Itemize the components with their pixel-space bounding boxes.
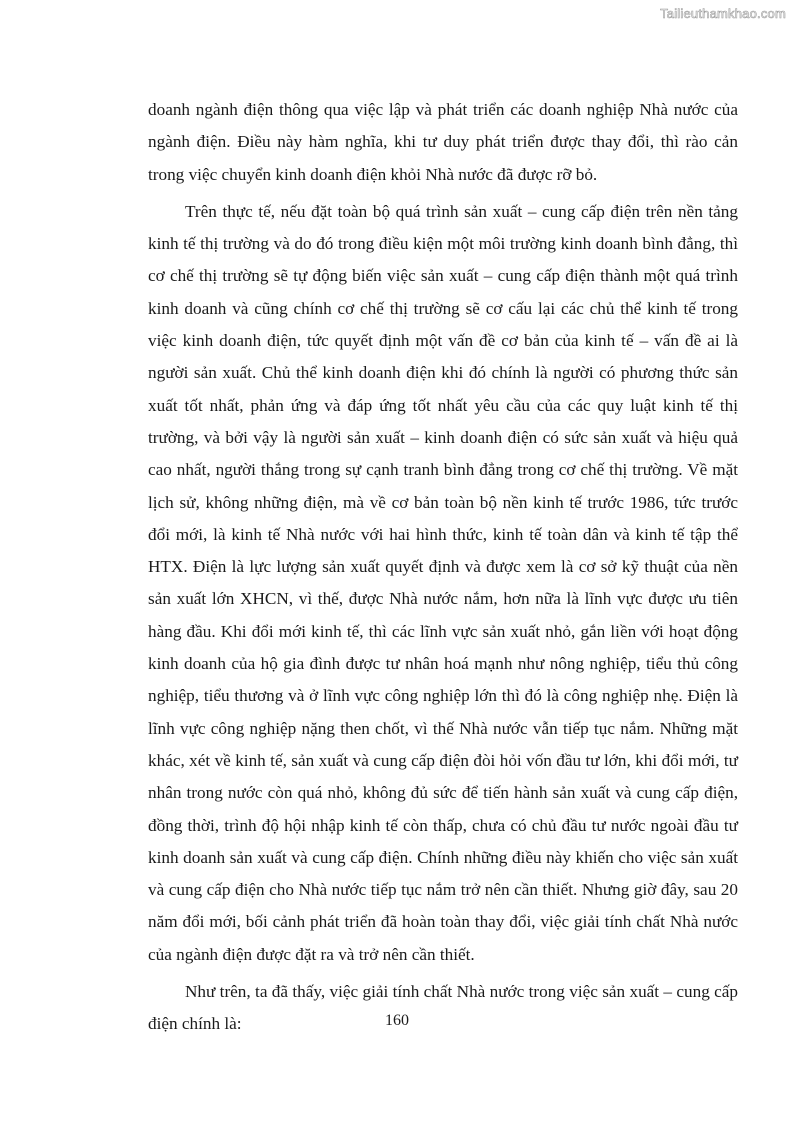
watermark-text: Tailieuthamkhao.com bbox=[660, 6, 786, 21]
document-body bbox=[148, 94, 738, 1041]
paragraph-conclusion-lead: Như trên, ta đã thấy, việc giải tính chất Nhà nước trong việc sản xuất – cung cấp điện chính là: bbox=[148, 982, 738, 1034]
page-number: 160 bbox=[385, 1012, 409, 1029]
paragraph-market-economy: Trên thực tế, nếu đặt toàn bộ quá trình sản xuất – cung cấp điện trên nền tảng kinh tế thị trường và do đó trong điều kiện một môi trường kinh doanh bình đẳng, thì cơ chế thị trường sẽ tự động biến việc sản xuất – cung cấp điện thành một quá trình kinh doanh và cũng chính cơ chế thị trường sẽ cơ cấu lại các chủ thể kinh tế trong việc kinh doanh điện, tức quyết định một vấn đề cơ bản của kinh tế – vấn đề ai là người sản xuất. Chủ thể kinh doanh điện khi đó chính là người có phương thức sản xuất tốt nhất, phản ứng và đáp ứng tốt nhất yêu cầu của các quy luật kinh tế thị trường, và bởi vậy là người sản xuất – kinh doanh điện có sức sản xuất và hiệu quả cao nhất, người thắng trong sự cạnh tranh bình đẳng trong cơ chế thị trường. Về mặt lịch sử, không những điện, mà về cơ bản toàn bộ nền kinh tế trước 1986, tức trước đổi mới, là kinh tế Nhà nước với hai hình thức, kinh tế toàn dân và kinh tế tập thể HTX. Điện là lực lượng sản xuất quyết định và được xem là cơ sở kỹ thuật của nền sản xuất lớn XHCN, vì thế, được Nhà nước nắm, hơn nữa là lĩnh vực được ưu tiên hàng đầu. Khi đổi mới kinh tế, thì các lĩnh vực sản xuất nhỏ, gắn liền với hoạt động kinh doanh của hộ gia đình được tư nhân hoá mạnh như nông nghiệp, tiểu thủ công nghiệp, tiểu thương và ở lĩnh vực công nghiệp lớn thì đó là công nghiệp nhẹ. Điện là lĩnh vực công nghiệp nặng then chốt, vì thế Nhà nước vẫn tiếp tục nắm. Những mặt khác, xét về kinh tế, sản xuất và cung cấp điện đòi hỏi vốn đầu tư lớn, khi đổi mới, tư nhân trong nước còn quá nhỏ, không đủ sức để tiến hành sản xuất và cung cấp điện, đồng thời, trình độ hội nhập kinh tế còn thấp, chưa có chủ đầu tư nước ngoài đầu tư kinh doanh sản xuất và cung cấp điện. Chính những điều này khiến cho việc sản xuất và cung cấp điện cho Nhà nước tiếp tục nắm trở nên cần thiết. Nhưng giờ đây, sau 20 năm đổi mới, bối cảnh phát triển đã hoàn toàn thay đổi, việc giải tính chất Nhà nước của ngành điện được đặt ra và trở nên cần thiết. bbox=[148, 201, 738, 964]
paragraph-continuation: doanh ngành điện thông qua việc lập và phát triển các doanh nghiệp Nhà nước của ngành điện. Điều này hàm nghĩa, khi tư duy phát triển được thay đổi, thì rào cản trong việc chuyển kinh doanh điện khỏi Nhà nước đã được rỡ bỏ. bbox=[148, 100, 738, 184]
